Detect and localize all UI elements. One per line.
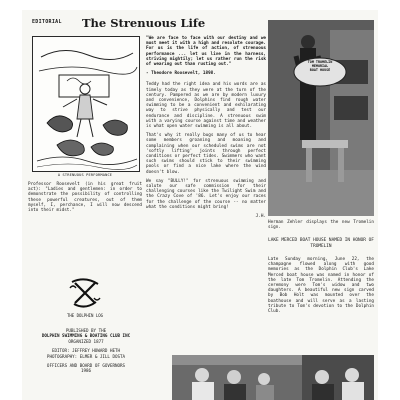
dolphin-logo-icon [66,274,104,312]
boathouse-article-text: Late Sunday morning, June 22, the champagne flowed along with good memories as the Dolphin Club's Lake Merced boat house was named in honor of the late Tom Tromelin. Attending the ceremony were Tom's widow and two daughters. A beautiful new sign carved by Bob Holt was mounted over the boathouse and will serve as a lasting tribute to Tom's devotion to the Dolphin Club. [268,257,374,315]
left-column-text: Professor Roosevelt (in his great fruit act): "Ladies and gentlemen: in order to demonstrate the possibility of controlling these powerful creatures, out of them myself, I, perchance, I will now descend into their midst." [28,182,142,214]
photography-line: PHOTOGRAPHY: ELMER & JILL DOSTA [46,353,126,359]
sketch-caption: A STRENUOUS PERFORMANCE [57,173,113,177]
sign-photo-caption: Herman Zehler displays the new Tromelin sign. [268,220,374,231]
dolphin-club-logo [66,274,104,312]
publisher-line: PUBLISHED BY THE [65,328,107,333]
group-photo-image [172,355,374,400]
sign-line-2: MEMORIAL [311,64,329,68]
roosevelt-sketch-illustration [32,36,140,172]
officers-year: 1986 [80,368,92,374]
editorial-paragraph-1: Teddy had the right idea and his words are as timely today as they were at the turn of the century. Pampered as we are by modern luxury and convenience, Dolphins find rough water swimming to be a convenient and exhilarating way to strive physically and test our endurance and discipline. A strenuous swim with a varying course against time and weather is what open water swimming is all about. [146,82,266,130]
sign-text [296,60,344,72]
sign-photo-image [268,20,374,216]
sign-line-1: TOM TROMELIN [307,60,333,64]
group-photo [172,355,374,400]
editorial-paragraph-2: That's why it really bugs many of us to hear some members groaning and moaning and complaining when our scheduled swims are not 'softly lifting' joints through perfect conditions or perfect tides. Swimmers who want such swims should stick to their swimming pools or find a nice lake where the wind doesn't blow. [146,133,266,175]
boathouse-headline: LAKE MERCED BOAT HOUSE NAMED IN HONOR OF TROMELIN [268,238,374,249]
club-name: DOLPHIN SWIMMING & BOATING CLUB INC [41,333,131,339]
sign-line-3: BOAT HOUSE [309,68,331,72]
quote-source: - Theodore Roosevelt, 1898. [146,71,216,77]
editorial-paragraph-3: We say "BULLY!" for strenuous swimming and salute our safe commission for their challenging courses like the Twilight Swim and the Crazy Cove of '86. Let's enjoy our races for the challenge of the course -- no matter what the conditions might bring! [146,178,266,210]
editor-line: EDITOR: JEFFREY HOWARD HETH [51,348,121,354]
logo-label: THE DOLPHIN LOG [66,313,104,318]
section-label: EDITORIAL [32,19,62,25]
newsletter-page [22,10,378,400]
sketch-drawing [33,37,139,171]
roosevelt-quote: "We are face to face with our destiny and we must meet it with a high and resolute courage. For us is the life of action, of strenuous performance ... let us live in the harness, striving mightily; let us rather run the risk of wearing out than rusting out." [146,36,266,68]
tromelin-sign-photo [268,20,374,216]
publisher-block [30,328,142,374]
club-organized: ORGANIZED 1877 [68,338,104,344]
page-title: The Strenuous Life [82,16,206,30]
editorial-signoff: J.H. [255,214,266,220]
editorial-body [146,36,266,219]
officers-heading: OFFICERS AND BOARD OF GOVERNORS [46,363,126,369]
